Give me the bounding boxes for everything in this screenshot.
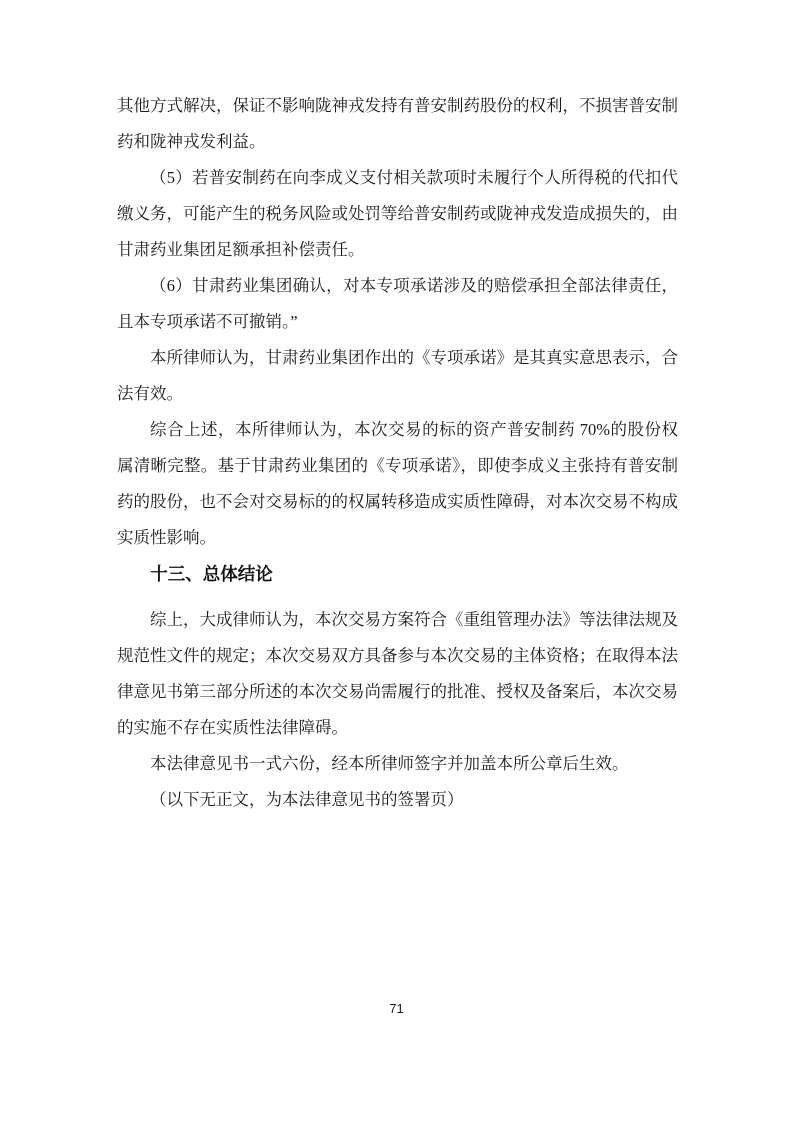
lawyer-opinion-paragraph: 本所律师认为，甘肃药业集团作出的《专项承诺》是其真实意思表示，合法有效。 <box>117 348 678 403</box>
quote-item-5-paragraph: （5）若普安制药在向李成义支付相关款项时未履行个人所得税的代扣代缴义务，可能产生的税务风险或处罚等给普安制药或陇神戎发造成损失的，由甘肃药业集团足额承担补偿责任。 <box>117 168 678 259</box>
page-number: 71 <box>389 1001 404 1016</box>
copies-effectiveness-paragraph: 本法律意见书一式六份，经本所律师签字并加盖本所公章后生效。 <box>150 754 629 773</box>
summary-opinion-paragraph: 综合上述，本所律师认为，本次交易的标的资产普安制药 70%的股份权属清晰完整。基于甘肃药业集团的《专项承诺》，即使李成义主张持有普安制药的股份，也不会对交易标的的权属转移造成实质性障碍，对本次交易不构成实质性影响。 <box>117 420 678 547</box>
signature-page-note-paragraph: （以下无正文，为本法律意见书的签署页） <box>150 790 464 809</box>
section-heading: 十三、总体结论 <box>150 564 273 584</box>
page-content <box>117 88 678 818</box>
overall-conclusion-paragraph: 综上，大成律师认为，本次交易方案符合《重组管理办法》等法律法规及规范性文件的规定；本次交易双方具备参与本次交易的主体资格；在取得本法律意见书第三部分所述的本次交易尚需履行的批准、授权及备案后，本次交易的实施不存在实质性法律障碍。 <box>117 610 678 737</box>
quote-continuation-paragraph: 其他方式解决，保证不影响陇神戎发持有普安制药股份的权利，不损害普安制药和陇神戎发利益。 <box>117 96 678 151</box>
quote-item-6-paragraph: （6）甘肃药业集团确认，对本专项承诺涉及的赔偿承担全部法律责任，且本专项承诺不可撤销。” <box>117 276 678 331</box>
